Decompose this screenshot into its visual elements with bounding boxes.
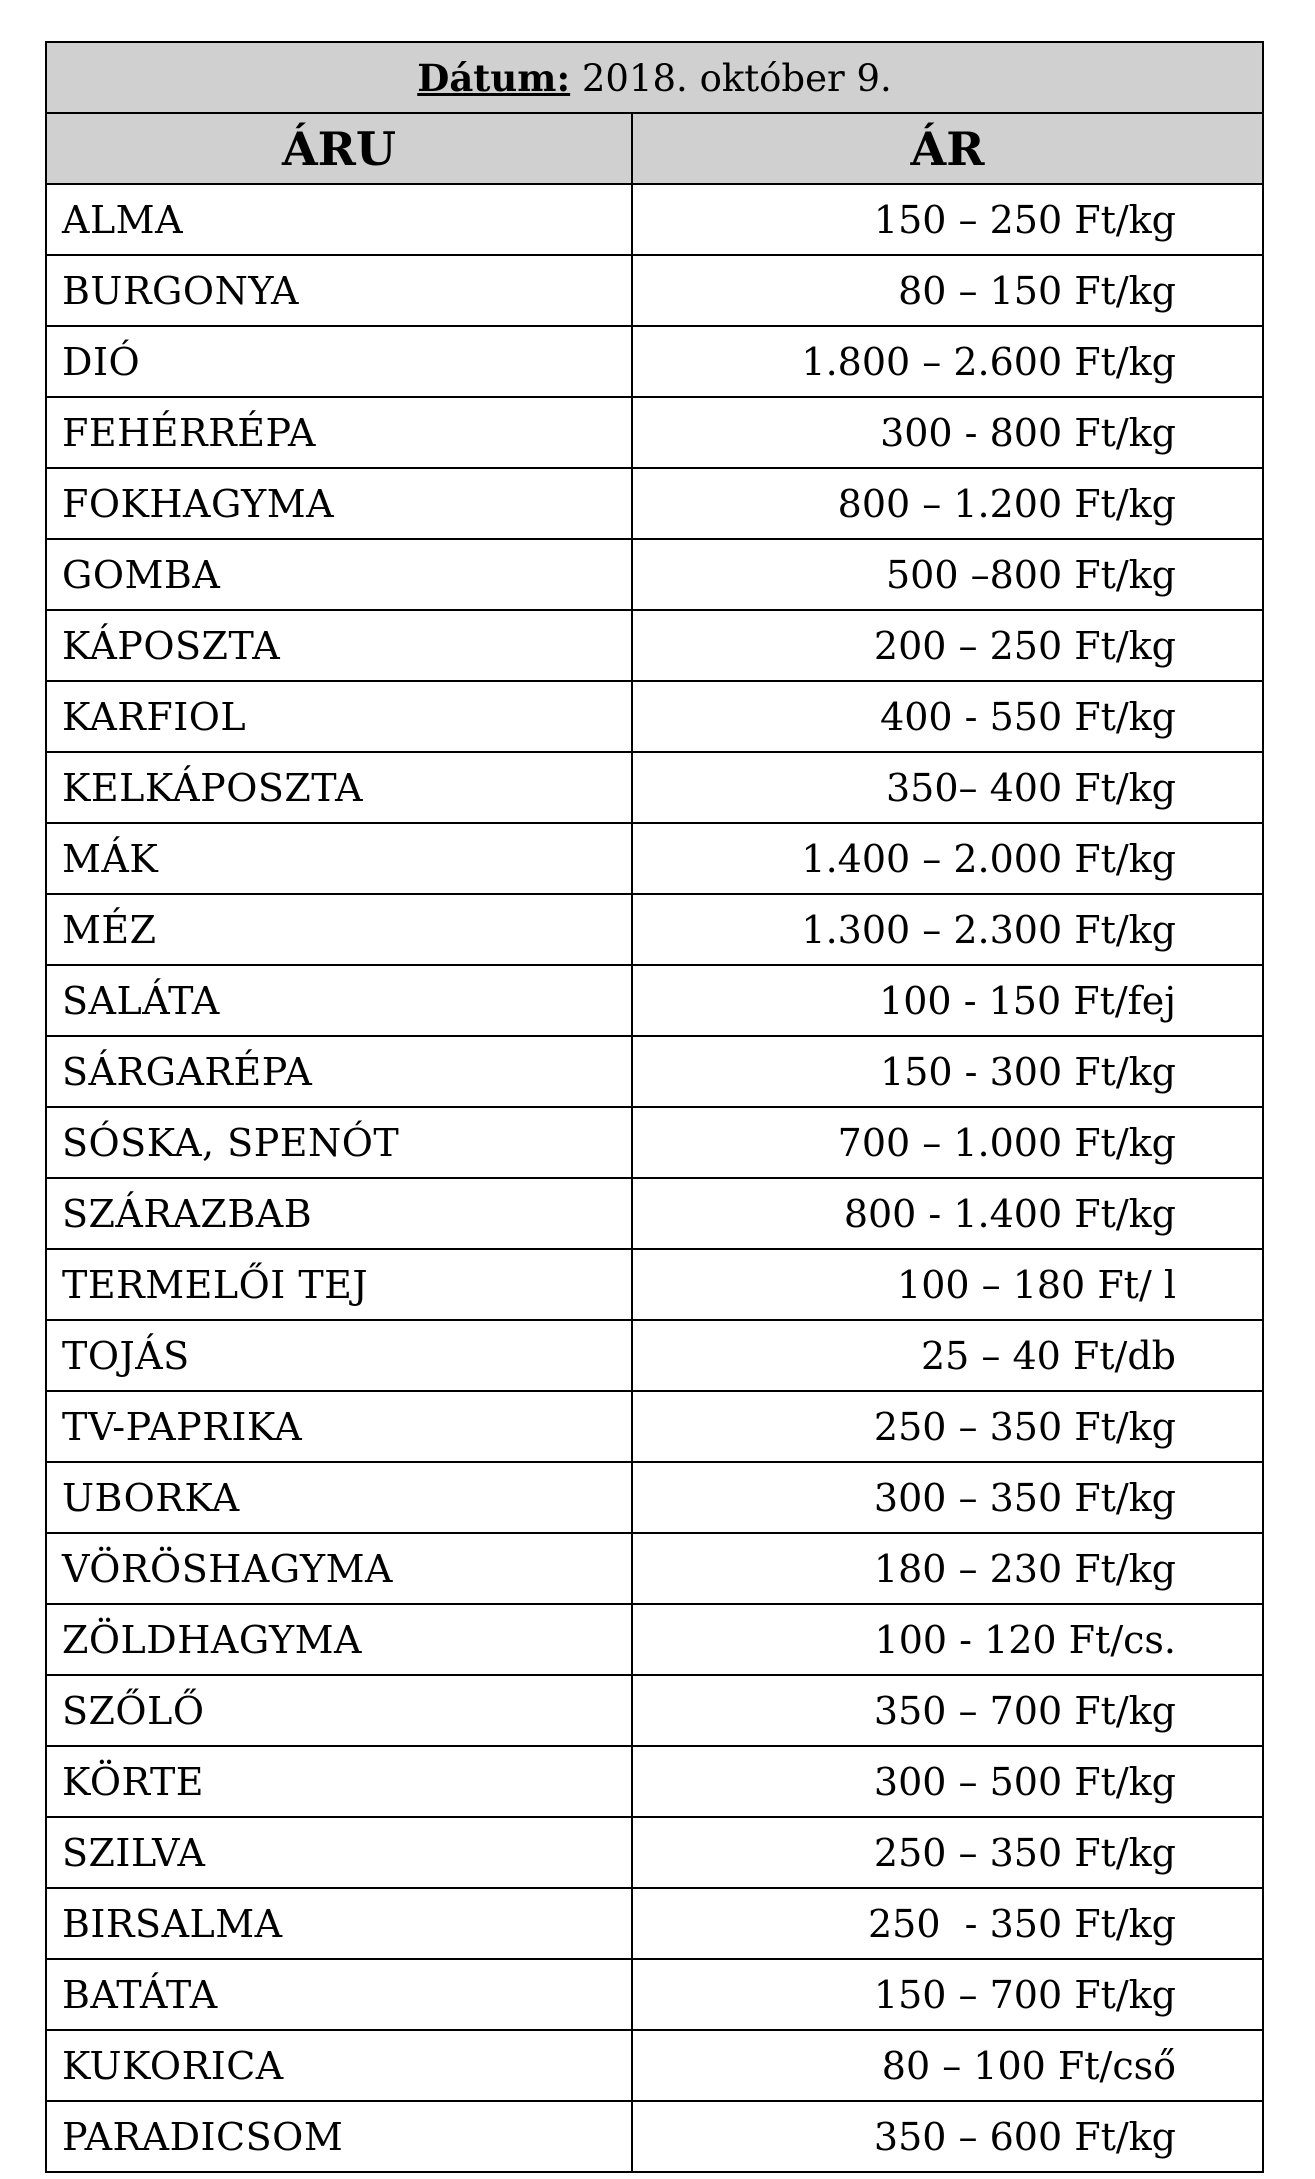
item-price-cell: 500 –800 Ft/kg — [632, 539, 1263, 610]
table-row — [46, 1462, 1263, 1533]
date-row — [46, 42, 1263, 113]
table-row — [46, 681, 1263, 752]
item-price-cell: 1.800 – 2.600 Ft/kg — [632, 326, 1263, 397]
item-name-cell: MÁK — [46, 823, 632, 894]
item-price-cell: 180 – 230 Ft/kg — [632, 1533, 1263, 1604]
table-row — [46, 1817, 1263, 1888]
item-price-cell: 80 – 100 Ft/cső — [632, 2030, 1263, 2101]
item-name-cell: DIÓ — [46, 326, 632, 397]
table-row — [46, 468, 1263, 539]
table-row — [46, 2030, 1263, 2101]
item-price-cell: 150 - 300 Ft/kg — [632, 1036, 1263, 1107]
item-name-cell: FOKHAGYMA — [46, 468, 632, 539]
item-price-cell: 100 – 180 Ft/ l — [632, 1249, 1263, 1320]
item-name-cell: SZŐLŐ — [46, 1675, 632, 1746]
item-name-cell: SZILVA — [46, 1817, 632, 1888]
table-row — [46, 1391, 1263, 1462]
item-price-cell: 800 – 1.200 Ft/kg — [632, 468, 1263, 539]
table-row — [46, 965, 1263, 1036]
item-price-cell: 100 - 120 Ft/cs. — [632, 1604, 1263, 1675]
table-body — [46, 184, 1263, 2172]
table-row — [46, 1320, 1263, 1391]
item-price-cell: 300 – 350 Ft/kg — [632, 1462, 1263, 1533]
item-name-cell: BATÁTA — [46, 1959, 632, 2030]
item-price-cell: 200 – 250 Ft/kg — [632, 610, 1263, 681]
table-row — [46, 1888, 1263, 1959]
table-row — [46, 1959, 1263, 2030]
item-name-cell: BIRSALMA — [46, 1888, 632, 1959]
item-name-cell: MÉZ — [46, 894, 632, 965]
item-price-cell: 100 - 150 Ft/fej — [632, 965, 1263, 1036]
item-price-cell: 800 - 1.400 Ft/kg — [632, 1178, 1263, 1249]
table-row — [46, 397, 1263, 468]
price-table — [45, 41, 1264, 2173]
item-price-cell: 1.300 – 2.300 Ft/kg — [632, 894, 1263, 965]
item-name-cell: KARFIOL — [46, 681, 632, 752]
table-row — [46, 255, 1263, 326]
item-name-cell: KÖRTE — [46, 1746, 632, 1817]
table-row — [46, 1746, 1263, 1817]
table-row — [46, 752, 1263, 823]
table-row — [46, 326, 1263, 397]
item-price-cell: 25 – 40 Ft/db — [632, 1320, 1263, 1391]
item-name-cell: KELKÁPOSZTA — [46, 752, 632, 823]
date-cell — [46, 42, 1263, 113]
table-row — [46, 823, 1263, 894]
item-name-cell: ALMA — [46, 184, 632, 255]
date-label: Dátum: — [417, 55, 571, 100]
item-price-cell: 350– 400 Ft/kg — [632, 752, 1263, 823]
item-price-cell: 250 – 350 Ft/kg — [632, 1391, 1263, 1462]
item-name-cell: SÓSKA, SPENÓT — [46, 1107, 632, 1178]
item-price-cell: 400 - 550 Ft/kg — [632, 681, 1263, 752]
item-name-cell: KUKORICA — [46, 2030, 632, 2101]
item-price-cell: 700 – 1.000 Ft/kg — [632, 1107, 1263, 1178]
item-price-cell: 250 - 350 Ft/kg — [632, 1888, 1263, 1959]
item-price-cell: 80 – 150 Ft/kg — [632, 255, 1263, 326]
item-name-cell: VÖRÖSHAGYMA — [46, 1533, 632, 1604]
column-header-item: ÁRU — [46, 113, 632, 184]
item-price-cell: 150 – 700 Ft/kg — [632, 1959, 1263, 2030]
item-name-cell: FEHÉRRÉPA — [46, 397, 632, 468]
item-name-cell: SÁRGARÉPA — [46, 1036, 632, 1107]
table-row — [46, 539, 1263, 610]
table-row — [46, 2101, 1263, 2172]
table-row — [46, 1533, 1263, 1604]
item-price-cell: 150 – 250 Ft/kg — [632, 184, 1263, 255]
item-name-cell: PARADICSOM — [46, 2101, 632, 2172]
item-name-cell: TV-PAPRIKA — [46, 1391, 632, 1462]
item-name-cell: SALÁTA — [46, 965, 632, 1036]
table-row — [46, 1036, 1263, 1107]
table-row — [46, 1107, 1263, 1178]
item-price-cell: 300 - 800 Ft/kg — [632, 397, 1263, 468]
table-row — [46, 184, 1263, 255]
table-row — [46, 1604, 1263, 1675]
date-value: 2018. október 9. — [570, 56, 892, 100]
item-price-cell: 250 – 350 Ft/kg — [632, 1817, 1263, 1888]
item-name-cell: UBORKA — [46, 1462, 632, 1533]
table-row — [46, 610, 1263, 681]
table-row — [46, 1178, 1263, 1249]
item-name-cell: KÁPOSZTA — [46, 610, 632, 681]
item-name-cell: ZÖLDHAGYMA — [46, 1604, 632, 1675]
item-name-cell: BURGONYA — [46, 255, 632, 326]
column-header-row — [46, 113, 1263, 184]
item-name-cell: TERMELŐI TEJ — [46, 1249, 632, 1320]
item-price-cell: 350 – 600 Ft/kg — [632, 2101, 1263, 2172]
table-row — [46, 1675, 1263, 1746]
item-price-cell: 1.400 – 2.000 Ft/kg — [632, 823, 1263, 894]
table-row — [46, 894, 1263, 965]
item-name-cell: SZÁRAZBAB — [46, 1178, 632, 1249]
table-row — [46, 1249, 1263, 1320]
column-header-price: ÁR — [632, 113, 1263, 184]
item-name-cell: GOMBA — [46, 539, 632, 610]
item-price-cell: 350 – 700 Ft/kg — [632, 1675, 1263, 1746]
item-price-cell: 300 – 500 Ft/kg — [632, 1746, 1263, 1817]
item-name-cell: TOJÁS — [46, 1320, 632, 1391]
